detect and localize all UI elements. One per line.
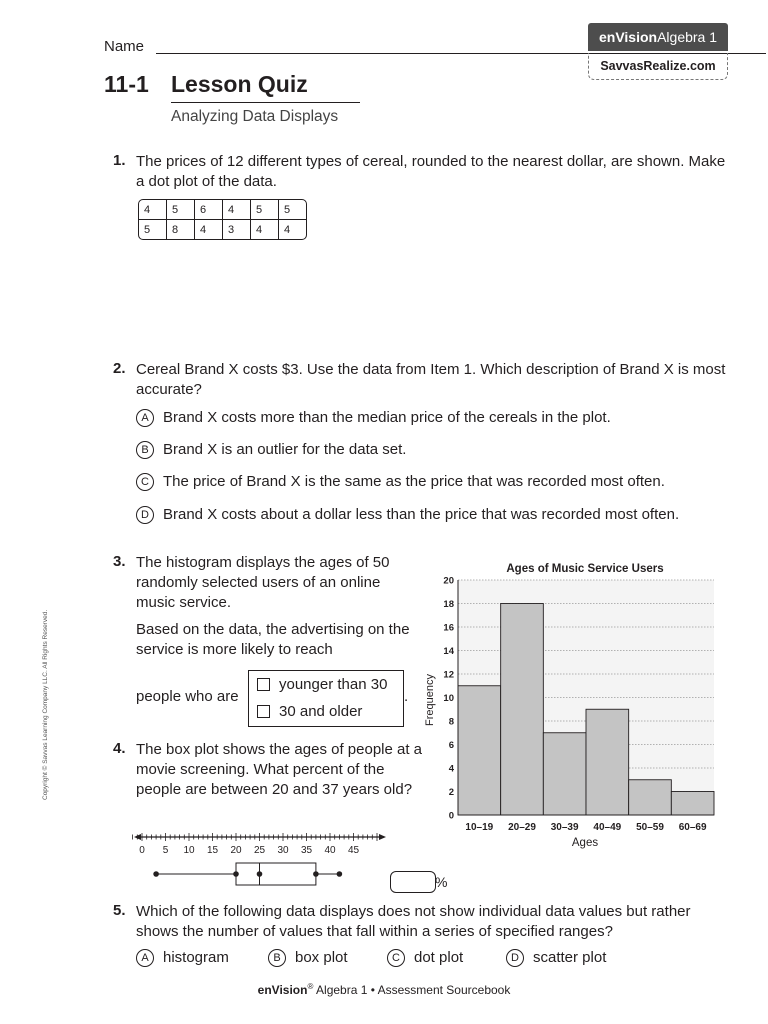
- q1-text: The prices of 12 different types of cereal, rounded to the nearest dollar, are shown. Make a dot plot of the data.: [136, 153, 726, 190]
- q5-text: Which of the following data displays does not show individual data values but rather shows the number of values that fall within a series of specified ranges?: [136, 903, 691, 940]
- q5-option-a[interactable]: [136, 948, 229, 968]
- x-tick-label: 30–39: [550, 822, 579, 833]
- table-cell: 4: [284, 223, 291, 236]
- box-plot-point-min: [153, 871, 159, 877]
- table-cell: 8: [167, 220, 195, 239]
- q3-choice-younger[interactable]: [249, 671, 403, 698]
- option-d-text: Brand X costs about a dollar less than the price that was recorded most often.: [163, 506, 680, 523]
- histogram-bar: [586, 709, 629, 815]
- option-b-circle[interactable]: B: [268, 949, 286, 967]
- option-d-text: scatter plot: [533, 949, 607, 966]
- option-c-text: The price of Brand X is the same as the price that was recorded most often.: [163, 473, 665, 490]
- option-b-circle[interactable]: B: [136, 441, 154, 459]
- checkbox-younger[interactable]: [257, 678, 270, 691]
- q4-number: 4.: [113, 740, 126, 757]
- copyright-notice: Copyright © Savvas Learning Company LLC. All Rights Reserved.: [42, 609, 49, 800]
- lesson-subtitle: Analyzing Data Displays: [171, 108, 339, 125]
- option-a-circle[interactable]: A: [136, 409, 154, 427]
- box-plot-point-q3: [313, 871, 319, 877]
- q2-option-a[interactable]: [136, 408, 726, 428]
- q3-text-2: Based on the data, the advertising on the service is more likely to reach: [136, 621, 410, 658]
- option-c-text: dot plot: [414, 949, 464, 966]
- chart-y-label: Frequency: [424, 674, 436, 726]
- table-cell: 6: [195, 200, 223, 220]
- y-tick-label: 14: [443, 646, 454, 657]
- tick-label: 45: [347, 845, 360, 856]
- y-tick-label: 2: [448, 787, 454, 798]
- table-cell: 3: [223, 220, 251, 239]
- q3-number: 3.: [113, 553, 126, 570]
- choice-younger-label: younger than 30: [279, 676, 388, 693]
- option-c-circle[interactable]: C: [387, 949, 405, 967]
- q3-choice-older[interactable]: [249, 698, 403, 725]
- footer-text: Algebra 1 • Assessment Sourcebook: [313, 983, 511, 997]
- histogram-bar: [629, 780, 672, 815]
- y-tick-label: 4: [448, 763, 454, 775]
- q5-option-b[interactable]: [268, 948, 348, 968]
- y-tick-label: 18: [443, 599, 454, 610]
- footer-brand: enVision: [257, 983, 308, 997]
- brand-suffix: Algebra 1: [657, 29, 718, 45]
- q5-option-d[interactable]: [506, 948, 606, 968]
- table-row: [139, 200, 306, 220]
- x-tick-label: 20–29: [508, 822, 536, 833]
- q4-text: The box plot shows the ages of people at a movie screening. What percent of the people are between 20 and 37 years old?: [136, 741, 423, 798]
- tick-label: 10: [183, 845, 195, 856]
- tick-label: 40: [324, 845, 336, 856]
- q2-number: 2.: [113, 360, 126, 377]
- footer-reg: ®: [307, 982, 314, 991]
- q5-number: 5.: [113, 902, 126, 919]
- box-plot-point-median: [257, 871, 263, 877]
- option-a-text: Brand X costs more than the median price of the cereals in the plot.: [163, 409, 611, 426]
- envision-brand-badge: [588, 23, 728, 51]
- option-b-text: Brand X is an outlier for the data set.: [163, 441, 407, 458]
- tick-label: 20: [230, 845, 242, 856]
- percent-sign: %: [435, 874, 448, 890]
- q5-option-c[interactable]: [387, 948, 463, 968]
- y-tick-label: 6: [448, 740, 454, 751]
- q3-choice-box: [248, 670, 404, 727]
- box-plot: [130, 825, 390, 895]
- y-tick-label: 8: [448, 716, 454, 728]
- x-tick-label: 10–19: [465, 822, 494, 833]
- table-cell: 5: [167, 200, 195, 220]
- option-d-circle[interactable]: D: [136, 506, 154, 524]
- histogram-bar: [501, 604, 544, 816]
- name-label: Name: [104, 38, 145, 55]
- histogram-bar: [543, 733, 586, 815]
- table-cell: 5: [251, 200, 279, 220]
- savvas-realize-link[interactable]: SavvasRealize.com: [588, 53, 728, 80]
- q3-text-1: The histogram displays the ages of 50 randomly selected users of an online music service.: [136, 554, 390, 611]
- tick-label: 25: [253, 845, 266, 856]
- iqr-box: [236, 863, 316, 885]
- q3-period: .: [404, 688, 409, 705]
- box-plot-point-q1: [233, 871, 239, 877]
- q1-number: 1.: [113, 152, 126, 169]
- option-c-circle[interactable]: C: [136, 473, 154, 491]
- lesson-title: Lesson Quiz: [171, 71, 308, 97]
- x-tick-label: 40–49: [593, 822, 622, 833]
- percent-answer-input[interactable]: [390, 871, 436, 893]
- box-plot-shapes: [153, 863, 342, 885]
- option-a-text: histogram: [163, 949, 229, 966]
- checkbox-older[interactable]: [257, 705, 270, 718]
- y-tick-label: 16: [443, 622, 454, 634]
- tick-label: 0: [139, 845, 145, 856]
- y-tick-label: 10: [443, 693, 454, 704]
- page-footer: [0, 982, 768, 997]
- table-cell: 4: [251, 220, 279, 239]
- table-cell: 5: [279, 200, 306, 220]
- brand-prefix: enVision: [598, 29, 658, 45]
- y-tick-label: 12: [443, 669, 454, 681]
- box-plot-point-max: [337, 871, 343, 877]
- choice-older-label: 30 and older: [279, 703, 363, 720]
- tick-label: 30: [277, 845, 289, 856]
- y-tick-label: 0: [448, 810, 454, 822]
- option-d-circle[interactable]: D: [506, 949, 524, 967]
- q2-option-b[interactable]: [136, 440, 726, 460]
- y-tick-label: 20: [443, 575, 454, 587]
- lesson-number: 11-1: [104, 71, 149, 97]
- chart-title: Ages of Music Service Users: [506, 563, 664, 575]
- histogram-bar: [671, 792, 714, 816]
- table-cell: 5: [139, 220, 167, 239]
- q2-text: Cereal Brand X costs $3. Use the data from Item 1. Which description of Brand X is most accurate?: [136, 361, 726, 398]
- tick-label: 35: [300, 845, 313, 856]
- x-tick-label: 60–69: [678, 822, 707, 833]
- x-tick-label: 50–59: [636, 822, 664, 833]
- right-arrow-icon: [379, 834, 386, 840]
- q3-prefix: people who are: [136, 688, 239, 705]
- table-cell: 4: [195, 220, 223, 239]
- option-a-circle[interactable]: A: [136, 949, 154, 967]
- table-cell: 4: [139, 200, 167, 220]
- title-rule: [171, 102, 360, 103]
- histogram-bar: [458, 686, 501, 815]
- q2-option-d[interactable]: [136, 505, 696, 525]
- table-row: [139, 220, 306, 239]
- chart-x-label: Ages: [571, 837, 599, 849]
- q2-option-c[interactable]: [136, 472, 736, 492]
- option-b-text: box plot: [295, 949, 348, 966]
- tick-label: 5: [162, 845, 169, 856]
- histogram-chart: [415, 555, 720, 855]
- tick-label: 15: [206, 845, 219, 856]
- q1-price-table: [138, 199, 307, 240]
- table-cell: 4: [223, 200, 251, 220]
